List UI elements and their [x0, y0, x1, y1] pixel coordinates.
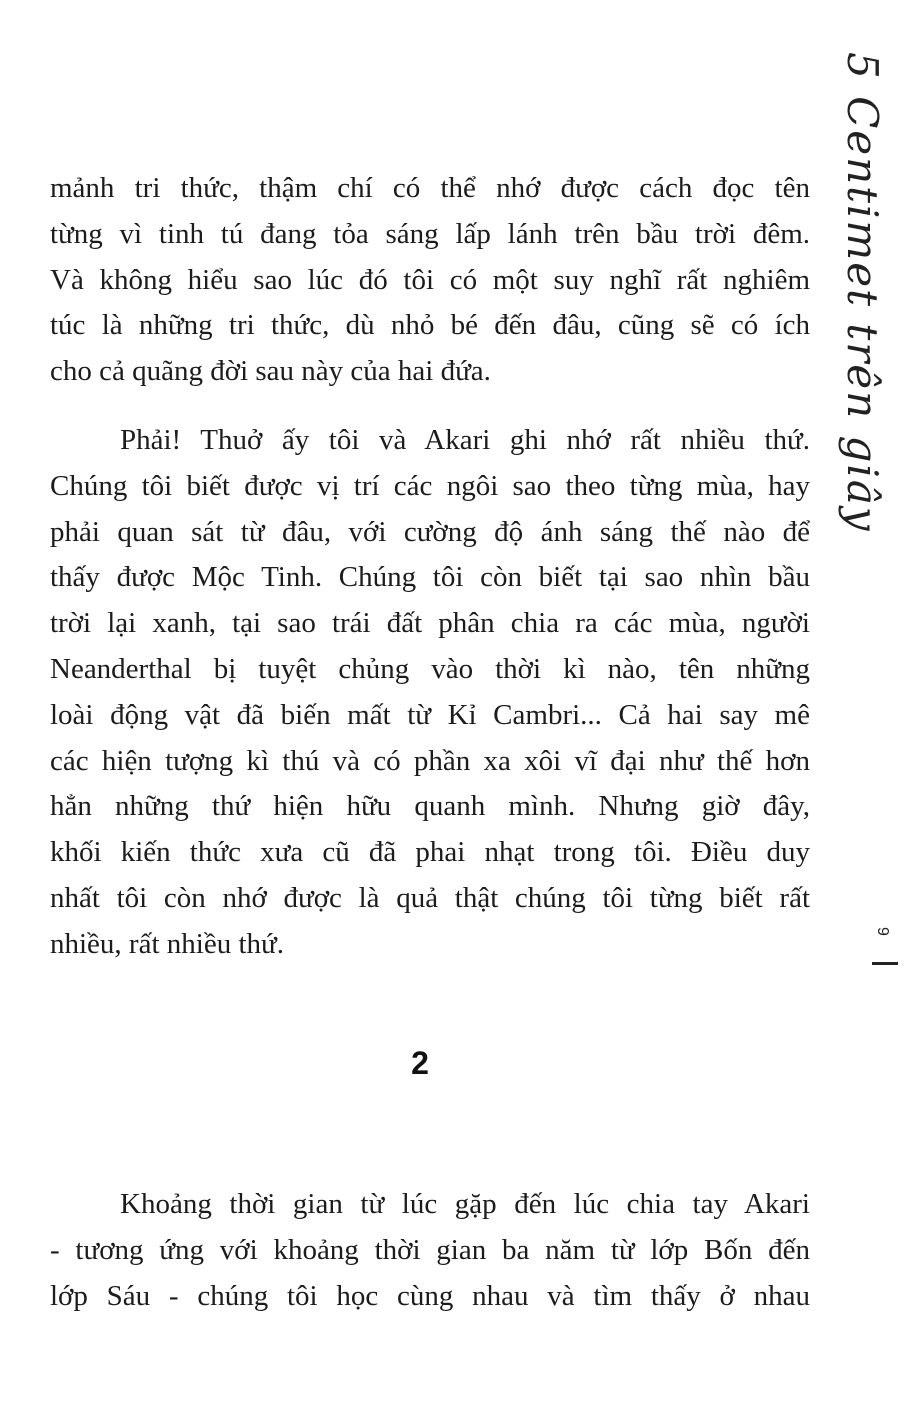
text-line: Và không hiểu sao lúc đó tôi có một suy nghĩ rất nghiêm — [50, 263, 810, 296]
text-line: hẳn những thứ hiện hữu quanh mình. Nhưng giờ đây, — [50, 790, 810, 823]
text-line: - tương ứng với khoảng thời gian ba năm từ lớp Bốn đến — [50, 1233, 810, 1266]
text-line: túc là những tri thức, dù nhỏ bé đến đâu, cũng sẽ có ích — [50, 309, 810, 342]
text-line: nhiều, rất nhiều thứ. — [50, 927, 284, 960]
text-line: Phải! Thuở ấy tôi và Akari ghi nhớ rất nhiều thứ. — [120, 424, 810, 456]
text-line: từng vì tinh tú đang tỏa sáng lấp lánh trên bầu trời đêm. — [50, 217, 810, 250]
text-line: Chúng tôi biết được vị trí các ngôi sao theo từng mùa, hay — [50, 469, 810, 502]
text-line: trời lại xanh, tại sao trái đất phân chia ra các mùa, người — [50, 607, 810, 640]
text-line: mảnh tri thức, thậm chí có thể nhớ được cách đọc tên — [50, 172, 810, 204]
text-line: nhất tôi còn nhớ được là quả thật chúng tôi từng biết rất — [50, 881, 810, 914]
text-line: loài động vật đã biến mất từ Kỉ Cambri... Cả hai say mê — [50, 698, 810, 731]
page-number: 9 — [874, 927, 891, 936]
chapter-number: 2 — [411, 1045, 429, 1081]
running-title: 5 Centimet trên giây — [838, 52, 887, 533]
text-line: phải quan sát từ đâu, với cường độ ánh sáng thế nào để — [50, 515, 810, 548]
text-line: các hiện tượng kì thú và có phần xa xôi vĩ đại như thế hơn — [50, 744, 810, 777]
paragraph-chapter-start — [50, 1182, 810, 1319]
page-number-rule — [872, 962, 898, 965]
text-line: cho cả quãng đời sau này của hai đứa. — [50, 355, 491, 388]
text-line: thấy được Mộc Tinh. Chúng tôi còn biết tại sao nhìn bầu — [50, 561, 810, 594]
text-line: khối kiến thức xưa cũ đã phai nhạt trong tôi. Điều duy — [50, 836, 810, 869]
paragraph-continued — [50, 166, 810, 395]
text-line: lớp Sáu - chúng tôi học cùng nhau và tìm thấy ở nhau — [50, 1279, 810, 1312]
paragraph-knowledge — [50, 418, 810, 968]
text-line: Khoảng thời gian từ lúc gặp đến lúc chia tay Akari — [120, 1188, 810, 1220]
text-line: Neanderthal bị tuyệt chủng vào thời kì nào, tên những — [50, 652, 810, 685]
